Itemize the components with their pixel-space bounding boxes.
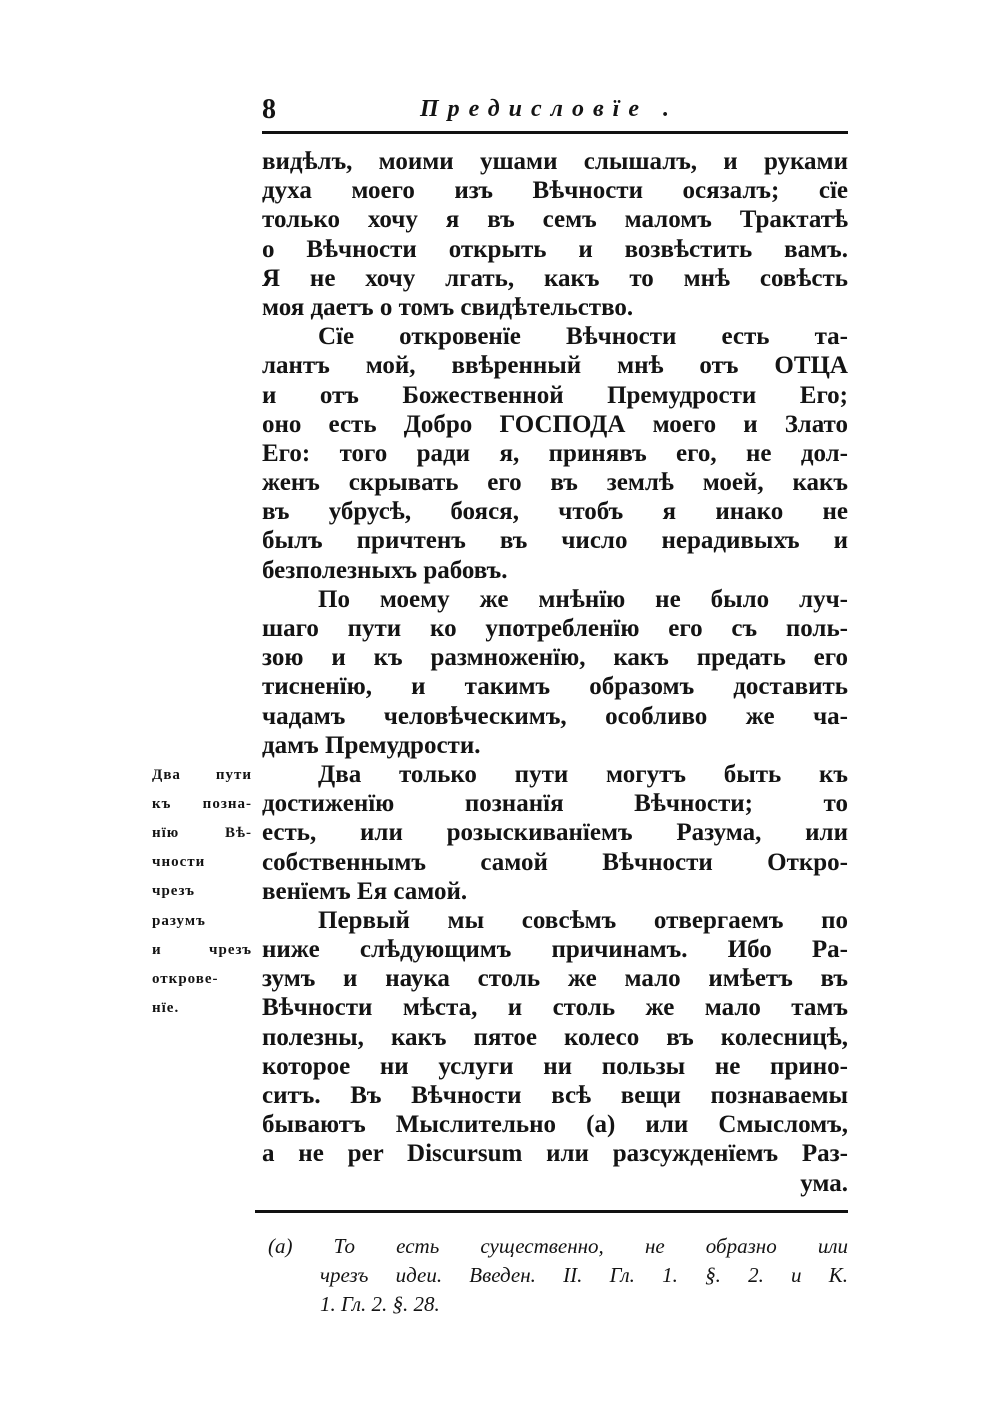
header-rule [262,131,848,134]
text-line: Два только пути могутъ быть къ [318,760,848,788]
text-line: ситъ. Въ Вѣчности всѣ вещи познаваемы [262,1082,848,1109]
margin-note-line: нїе. [152,1000,180,1017]
text-line: собственнымъ самой Вѣчности Откро- [262,848,848,876]
text-line: видѣлъ, моими ушами слышалъ, и руками [262,148,848,175]
running-title: Предисловїе . [420,96,678,122]
margin-note-line: открове- [152,971,219,987]
paragraph [262,585,848,760]
text-line: бываютъ Мыслительно (а) или Смысломъ, [262,1111,848,1139]
text-line: Сїе откровенїе Вѣчности есть та- [318,323,848,351]
text-line: безполезныхъ рабовъ. [262,556,508,584]
margin-note-line: къ позна- [152,795,252,812]
text-line: зою и къ размноженїю, какъ предать его [262,644,848,672]
text-line: полезны, какъ пятое колесо въ колесницѣ, [262,1023,848,1051]
footnote-line: (а) То есть существенно, не образно или [268,1234,848,1258]
text-line: шаго пути ко употребленїю его съ поль- [262,615,848,642]
margin-note [152,761,252,1024]
text-line: достиженїю познанїя Вѣчности; то [262,790,848,818]
text-line: только хочу я въ семъ маломъ Трактатѣ [262,206,848,234]
text-line: ума. [800,1169,848,1197]
text-line: венїемъ Ея самой. [262,877,468,905]
text-line: По моему же мнѣнїю не было луч- [318,585,848,613]
footnote [268,1232,848,1319]
text-line: зумъ и наука столь же мало имѣетъ въ [262,965,848,993]
text-line: и отъ Божественной Премудрости Его; [262,381,848,409]
margin-note-line: Два пути [152,766,252,783]
text-line: а не per Discursum или разсужденїемъ Раз- [262,1140,848,1168]
text-line: есть, или розыскиванїемъ Разума, или [262,819,848,847]
text-line: чадамъ человѣческимъ, особливо же ча- [262,702,848,730]
paragraph [262,760,848,906]
text-line: въ убрусѣ, бояся, чтобъ я инако не [262,498,848,526]
margin-note-line: чрезъ [152,883,195,900]
margin-note-line: чности [152,854,206,871]
footnote-line: 1. Гл. 2. §. 28. [320,1292,440,1316]
text-line: Его: того ради я, принявъ его, не дол- [262,439,848,467]
text-line: женъ скрывать его въ землѣ моей, какъ [262,469,848,497]
paragraph [262,322,848,585]
text-line: духа моего изъ Вѣчности осязалъ; сїе [262,177,848,205]
margin-note-line: нїю Вѣ- [152,825,252,842]
page-number: 8 [262,94,276,125]
margin-note-line: и чрезъ [152,941,252,958]
text-line: которое ни услуги ни пользы не прино- [262,1052,848,1080]
text-line: Вѣчности мѣста, и столь же мало тамъ [262,994,848,1022]
text-line: былъ причтенъ въ число нерадивыхъ и [262,527,848,555]
text-line: о Вѣчности открыть и возвѣстить вамъ. [262,235,848,263]
text-line: Я не хочу лгать, какъ то мнѣ совѣсть [262,264,848,292]
text-line: оно есть Добро ГОСПОДА моего и Злато [262,410,848,438]
margin-note-line: разумъ [152,912,206,929]
text-line: лантъ мой, ввѣренный мнѣ отъ ОТЦА [262,352,848,380]
paragraph [262,147,848,322]
text-line: дамъ Премудрости. [262,731,481,759]
footnote-rule [255,1210,848,1213]
text-line: Первый мы совсѣмъ отвергаемъ по [318,906,848,934]
text-line: тисненїю, и такимъ образомъ доставить [262,673,848,701]
text-line: моя даетъ о томъ свидѣтельство. [262,293,634,321]
main-text-column [262,147,848,1198]
paragraph [262,906,848,1198]
text-line: ниже слѣдующимъ причинамъ. Ибо Ра- [262,936,848,964]
footnote-line: чрезъ идеи. Введен. II. Гл. 1. §. 2. и К. [320,1263,848,1287]
